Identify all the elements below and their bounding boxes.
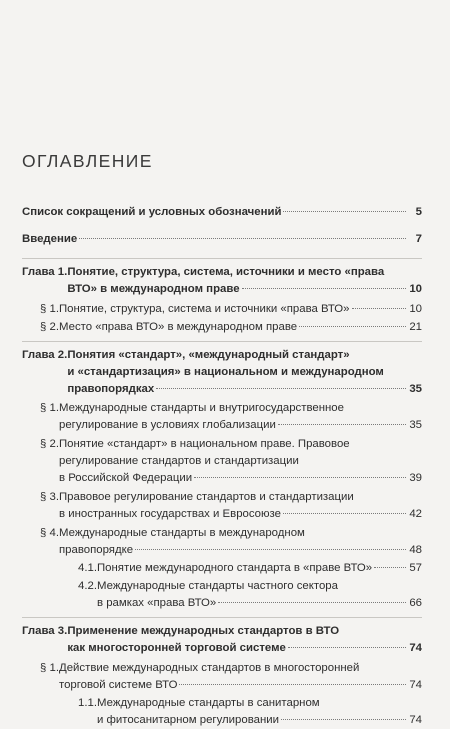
- toc-entry-title: Понятие «стандарт» в национальном праве. Правовое: [59, 438, 350, 450]
- dot-leader: [281, 719, 406, 720]
- toc-page-number: 74: [409, 642, 422, 654]
- table-of-contents: [22, 204, 422, 729]
- toc-entry-title: Список сокращений и условных обозначений: [22, 206, 282, 218]
- toc-entry-title: в иностранных государствах и Евросоюзе: [59, 508, 281, 520]
- toc-entry[interactable]: [22, 489, 422, 523]
- toc-page-number: 5: [415, 206, 422, 218]
- toc-entry[interactable]: [22, 525, 422, 559]
- toc-entry-title: как многосторонней торговой системе: [67, 642, 286, 654]
- toc-entry-title: Понятие, структура, система и источники «права ВТО»: [59, 303, 350, 315]
- toc-entry[interactable]: [22, 695, 422, 729]
- toc-page-number: 57: [409, 562, 422, 574]
- toc-entry-title: регулирование в условиях глобализации: [59, 419, 276, 431]
- dot-leader: [218, 602, 406, 603]
- section-divider: [22, 341, 422, 342]
- toc-page-number: 74: [409, 714, 422, 726]
- toc-entry[interactable]: [22, 623, 422, 657]
- toc-entry-title: ВТО» в международном праве: [67, 283, 240, 295]
- toc-entry-number: § 1.: [40, 662, 59, 674]
- toc-entry[interactable]: [22, 264, 422, 298]
- toc-entry-number: § 3.: [40, 491, 59, 503]
- toc-entry-number: Глава 1.: [22, 266, 68, 278]
- toc-entry[interactable]: [22, 347, 422, 398]
- toc-entry-number: Глава 2.: [22, 349, 68, 361]
- toc-page-number: 74: [409, 679, 422, 691]
- section-divider: [22, 258, 422, 259]
- toc-entry-number: § 2.: [40, 321, 59, 333]
- toc-entry-number: Глава 3.: [22, 625, 68, 637]
- toc-entry[interactable]: [22, 660, 422, 694]
- toc-entry[interactable]: [22, 436, 422, 487]
- toc-page-number: 42: [409, 508, 422, 520]
- toc-entry-title: в рамках «права ВТО»: [97, 597, 217, 609]
- toc-entry-title: и «стандартизация» в национальном и международном: [67, 366, 384, 378]
- toc-entry[interactable]: [22, 301, 422, 318]
- toc-entry-title: правопорядках: [67, 383, 155, 395]
- toc-entry[interactable]: [22, 400, 422, 434]
- toc-page-number: 66: [409, 597, 422, 609]
- toc-entry-title: Международные стандарты и внутригосударственное: [59, 402, 344, 414]
- toc-page-number: 48: [409, 544, 422, 556]
- toc-entry-number: 4.1.: [78, 562, 97, 574]
- toc-entry[interactable]: [22, 204, 422, 221]
- toc-page-number: 10: [409, 303, 422, 315]
- dot-leader: [278, 424, 406, 425]
- toc-page-number: 35: [409, 419, 422, 431]
- dot-leader: [242, 288, 406, 289]
- toc-entry-title: торговой системе ВТО: [59, 679, 178, 691]
- toc-entry-title: Место «права ВТО» в международном праве: [59, 321, 298, 333]
- toc-entry-title: Понятие, структура, система, источники и место «права: [67, 266, 385, 278]
- toc-entry-title: регулирование стандартов и стандартизации: [59, 455, 299, 467]
- section-divider: [22, 617, 422, 618]
- dot-leader: [156, 388, 406, 389]
- dot-leader: [135, 549, 406, 550]
- toc-entry-title: Применение международных стандартов в ВТО: [67, 625, 340, 637]
- toc-entry-number: § 1.: [40, 402, 59, 414]
- dot-leader: [283, 513, 406, 514]
- dot-leader: [374, 567, 406, 568]
- dot-leader: [194, 477, 406, 478]
- toc-entry-title: Международные стандарты частного сектора: [97, 580, 338, 592]
- toc-entry-title: Правовое регулирование стандартов и стандартизации: [59, 491, 354, 503]
- toc-entry-title: в Российской Федерации: [59, 472, 193, 484]
- toc-entry-number: 4.2.: [78, 580, 97, 592]
- toc-page-number: 21: [409, 321, 422, 333]
- toc-entry-number: § 2.: [40, 438, 59, 450]
- toc-entry-number: § 4.: [40, 527, 59, 539]
- toc-entry-number: § 1.: [40, 303, 59, 315]
- toc-entry[interactable]: [22, 560, 422, 577]
- toc-entry-title: Понятие международного стандарта в «праве ВТО»: [97, 562, 373, 574]
- dot-leader: [352, 308, 407, 309]
- dot-leader: [79, 238, 406, 239]
- dot-leader: [299, 326, 406, 327]
- dot-leader: [288, 647, 406, 648]
- toc-entry-title: Действие международных стандартов в многосторонней: [59, 662, 360, 674]
- toc-entry-title: Введение: [22, 233, 78, 245]
- dot-leader: [179, 684, 406, 685]
- toc-entry-title: правопорядке: [59, 544, 134, 556]
- toc-entry-title: Международные стандарты в санитарном: [97, 697, 320, 709]
- toc-entry-title: Понятия «стандарт», «международный стандарт»: [67, 349, 350, 361]
- toc-entry[interactable]: [22, 578, 422, 612]
- toc-page-number: 39: [409, 472, 422, 484]
- toc-entry-number: 1.1.: [78, 697, 97, 709]
- toc-page-number: 35: [409, 383, 422, 395]
- toc-entry-title: Международные стандарты в международном: [59, 527, 305, 539]
- toc-page-number: 7: [415, 233, 422, 245]
- dot-leader: [283, 211, 406, 212]
- toc-entry[interactable]: [22, 231, 422, 248]
- toc-entry[interactable]: [22, 319, 422, 336]
- toc-entry-title: и фитосанитарном регулировании: [97, 714, 279, 726]
- toc-page-number: 10: [409, 283, 422, 295]
- page-title: ОГЛАВЛЕНИЕ: [22, 151, 153, 171]
